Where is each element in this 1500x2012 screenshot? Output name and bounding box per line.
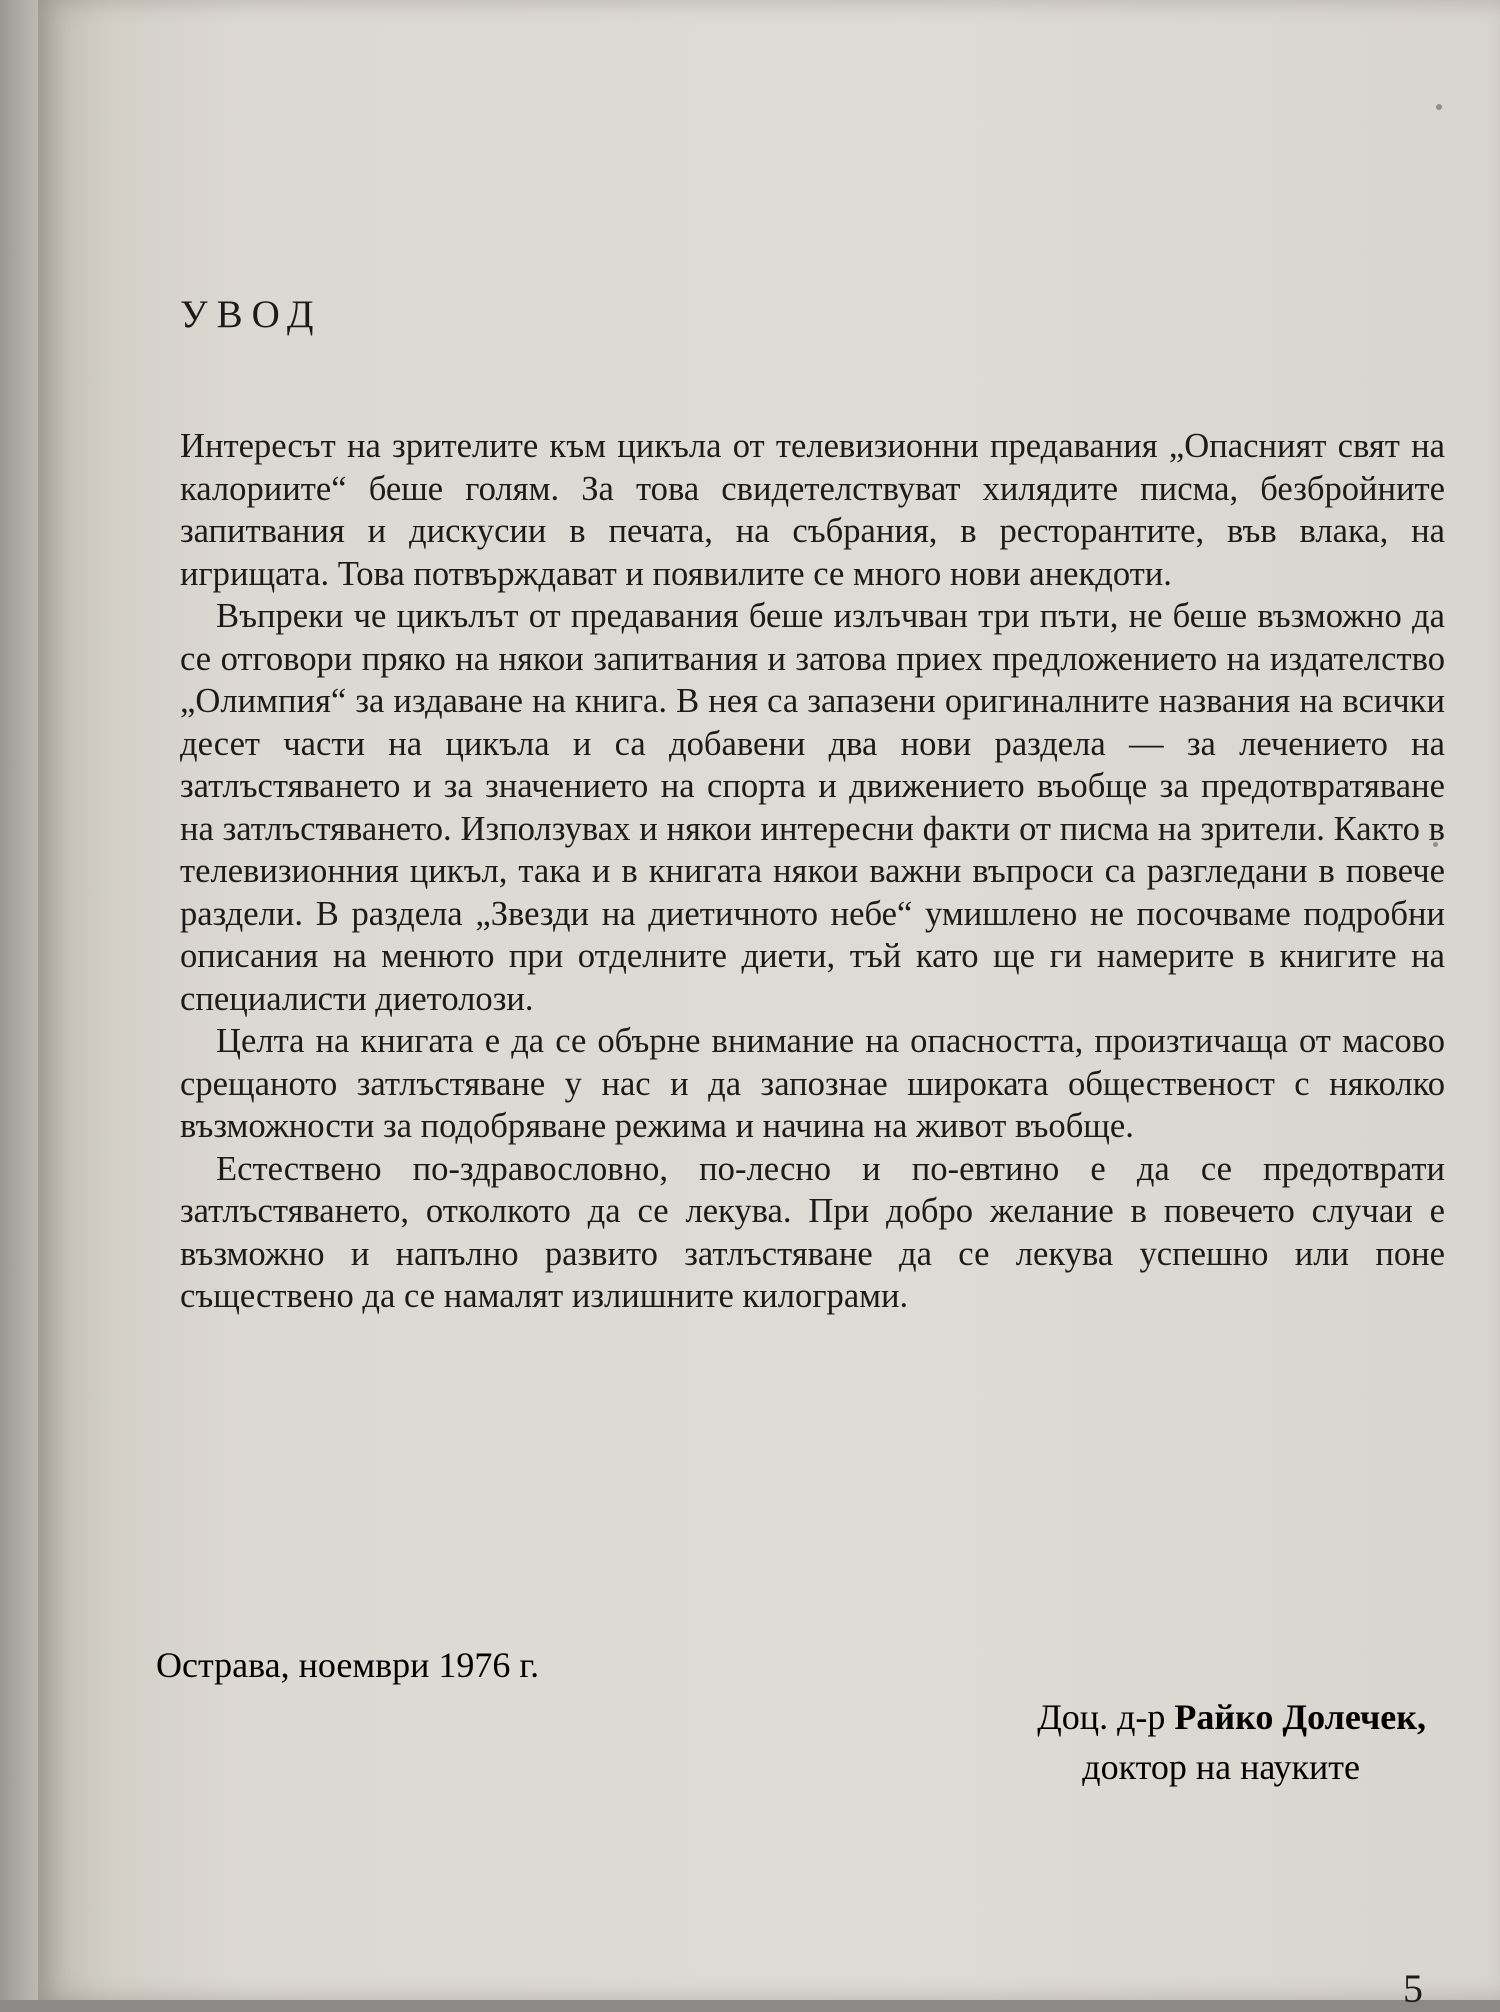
signature-line-1 (798, 1692, 1438, 1742)
paragraph-4: Естествено по-здравословно, по-лесно и по-евтино е да се предотврати затлъстяването, отколкото да се лекува. При добро желание в повечето случаи е възможно и напълно развито затлъстяване да се лекува успешно или поне съществено да се намалят излишните килограми. (180, 1149, 1445, 1315)
author-signature (798, 1692, 1438, 1792)
body-text (180, 425, 1445, 1318)
paragraph-2: Въпреки че цикълът от предавания беше излъчван три пъти, не беше възможно да се отговори пряко на някои запитвания и затова приех предложението на издателство „Олимпия“ за издаване на книга. В нея са запазени оригиналните названия на всички десет части на цикъла и са добавени два нови раздела — за лечението на затлъстяването и за значението на спорта и движението въобще за предотвратяване на затлъстяването. Използувах и някои интересни факти от писма на зрители. Както в телевизионния цикъл, така и в книгата някои важни въпроси са разгледани в повече раздели. В раздела „Звезди на диетичното небе“ умишлено не посочваме подробни описания на менюто при отделните диети, тъй като ще ги намерите в книгите на специалисти диетолози. (180, 597, 1445, 1018)
paragraph-1: Интересът на зрителите към цикъла от телевизионни предавания „Опасният свят на калориите“ беше голям. За това свидетелствуват хилядите писма, безбройните запитвания и дискусии в печата, на събрания, в ресторантите, във влака, на игрищата. Това потвърждават и появилите се много нови анекдоти. (180, 427, 1445, 593)
author-degree: доктор на науките (1082, 1747, 1360, 1787)
page-number: 5 (1403, 1966, 1423, 2011)
author-name: Райко Долечек, (1174, 1697, 1426, 1737)
paragraph-3: Целта на книгата е да се обърне внимание на опасността, произтичаща от масово срещаното затлъстяване у нас и да запознае широката общественост с няколко възможности за подобряване режима и начина на живот въобще. (180, 1022, 1445, 1145)
place-and-date: Острава, ноември 1976 г. (156, 1645, 540, 1685)
paper-speck (1436, 104, 1442, 110)
chapter-heading: УВОД (180, 293, 323, 336)
book-page (38, 0, 1500, 2011)
author-rank: Доц. д-р (1037, 1697, 1175, 1737)
